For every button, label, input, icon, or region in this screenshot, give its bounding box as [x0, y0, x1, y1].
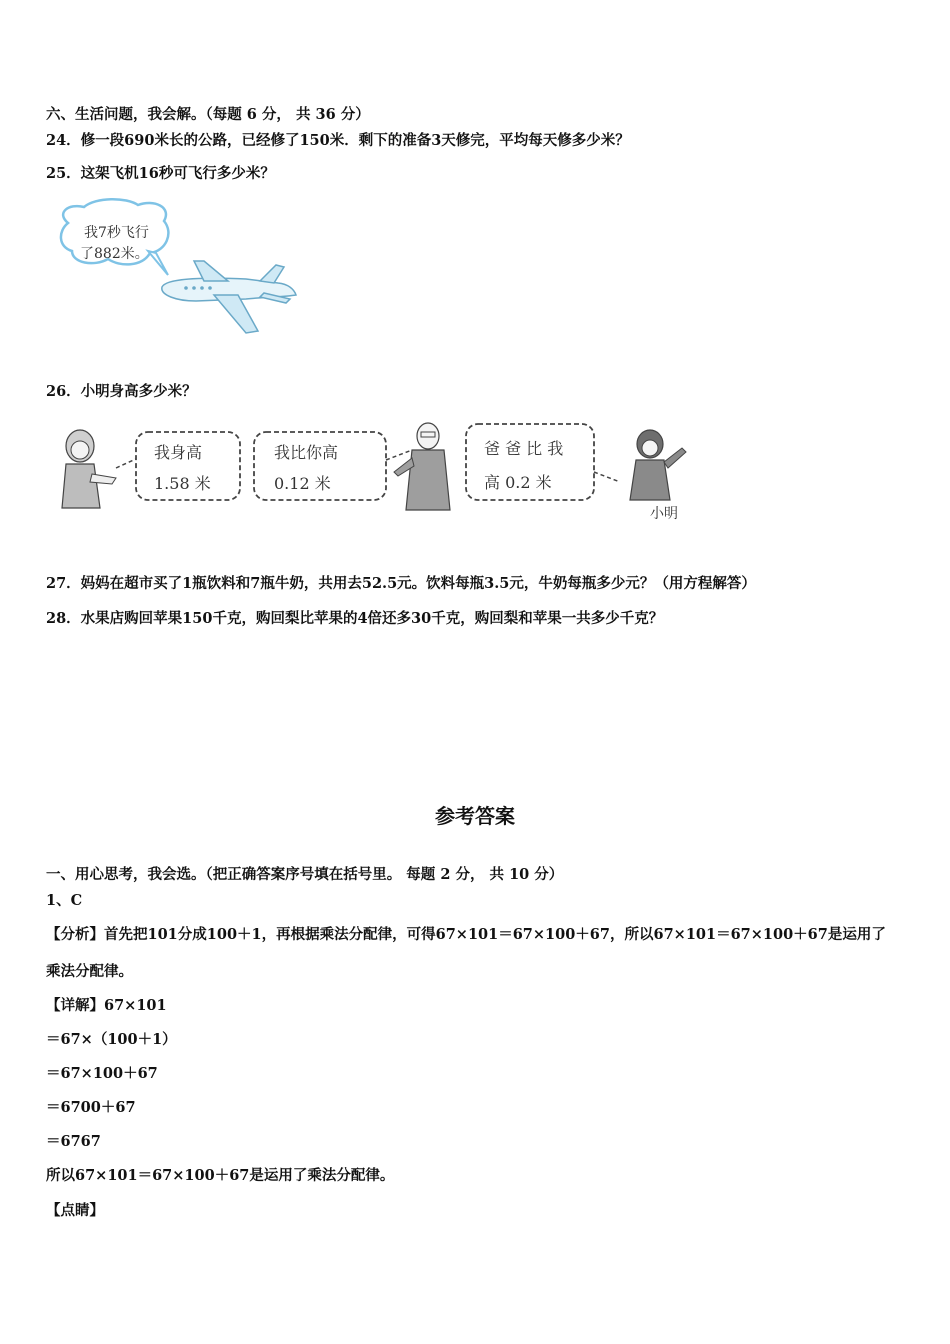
answers-section-heading-1: 一、用心思考，我会选。（把正确答案序号填在括号里。 每题 2 分， 共 10 分） [46, 866, 564, 883]
mother-figure-icon [62, 430, 116, 508]
bubble1-line1: 我身高 [154, 443, 203, 462]
step-1: ＝67×（100＋1） [46, 1031, 177, 1048]
answer-1: 1、C [46, 892, 83, 909]
bubble1-line2: 1.58 米 [154, 474, 211, 493]
answers-title: 参考答案 [435, 804, 515, 828]
analysis-line-2: 乘法分配律。 [46, 963, 133, 980]
xiaoming-figure-icon [630, 430, 686, 500]
bubble-text-1: 我7秒飞行 [84, 225, 149, 241]
bubble3-line2: 高 0.2 米 [484, 473, 552, 492]
bubble3-line1: 爸 爸 比 我 [484, 439, 564, 458]
analysis-line-1: 【分析】首先把101分成100＋1，再根据乘法分配律，可得67×101＝67×100＋67，所以67×101＝67×100＋67是运用了 [46, 926, 886, 943]
airplane-icon [162, 261, 296, 333]
father-figure-icon [394, 423, 450, 510]
question-26: 26．小明身高多少米？ [46, 383, 197, 400]
section-heading-6: 六、生活问题，我会解。（每题 6 分， 共 36 分） [46, 106, 370, 123]
question-28: 28．水果店购回苹果150千克，购回梨比苹果的4倍还多30千克，购回梨和苹果一共多少千克？ [46, 610, 664, 627]
height-comparison-illustration [46, 418, 706, 528]
conclusion: 所以67×101＝67×100＋67是运用了乘法分配律。 [46, 1167, 395, 1184]
bubble2-line1: 我比你高 [274, 443, 339, 462]
question-27: 27．妈妈在超市买了1瓶饮料和7瓶牛奶，共用去52.5元。饮料每瓶3.5元，牛奶每瓶多少元？（用方程解答） [46, 575, 756, 592]
question-24: 24．修一段690米长的公路，已经修了150米．剩下的准备3天修完，平均每天修多少米？ [46, 132, 630, 149]
step-2: ＝67×100＋67 [46, 1065, 158, 1082]
comment-label: 【点睛】 [46, 1202, 104, 1219]
bubble2-line2: 0.12 米 [274, 474, 331, 493]
detail-line: 【详解】67×101 [46, 997, 167, 1014]
airplane-illustration [46, 195, 306, 340]
step-4: ＝6767 [46, 1133, 101, 1150]
question-25: 25．这架飞机16秒可飞行多少米？ [46, 165, 275, 182]
xiaoming-label: 小明 [650, 506, 678, 522]
bubble-text-2: 了882米。 [80, 246, 149, 262]
step-3: ＝6700＋67 [46, 1099, 136, 1116]
